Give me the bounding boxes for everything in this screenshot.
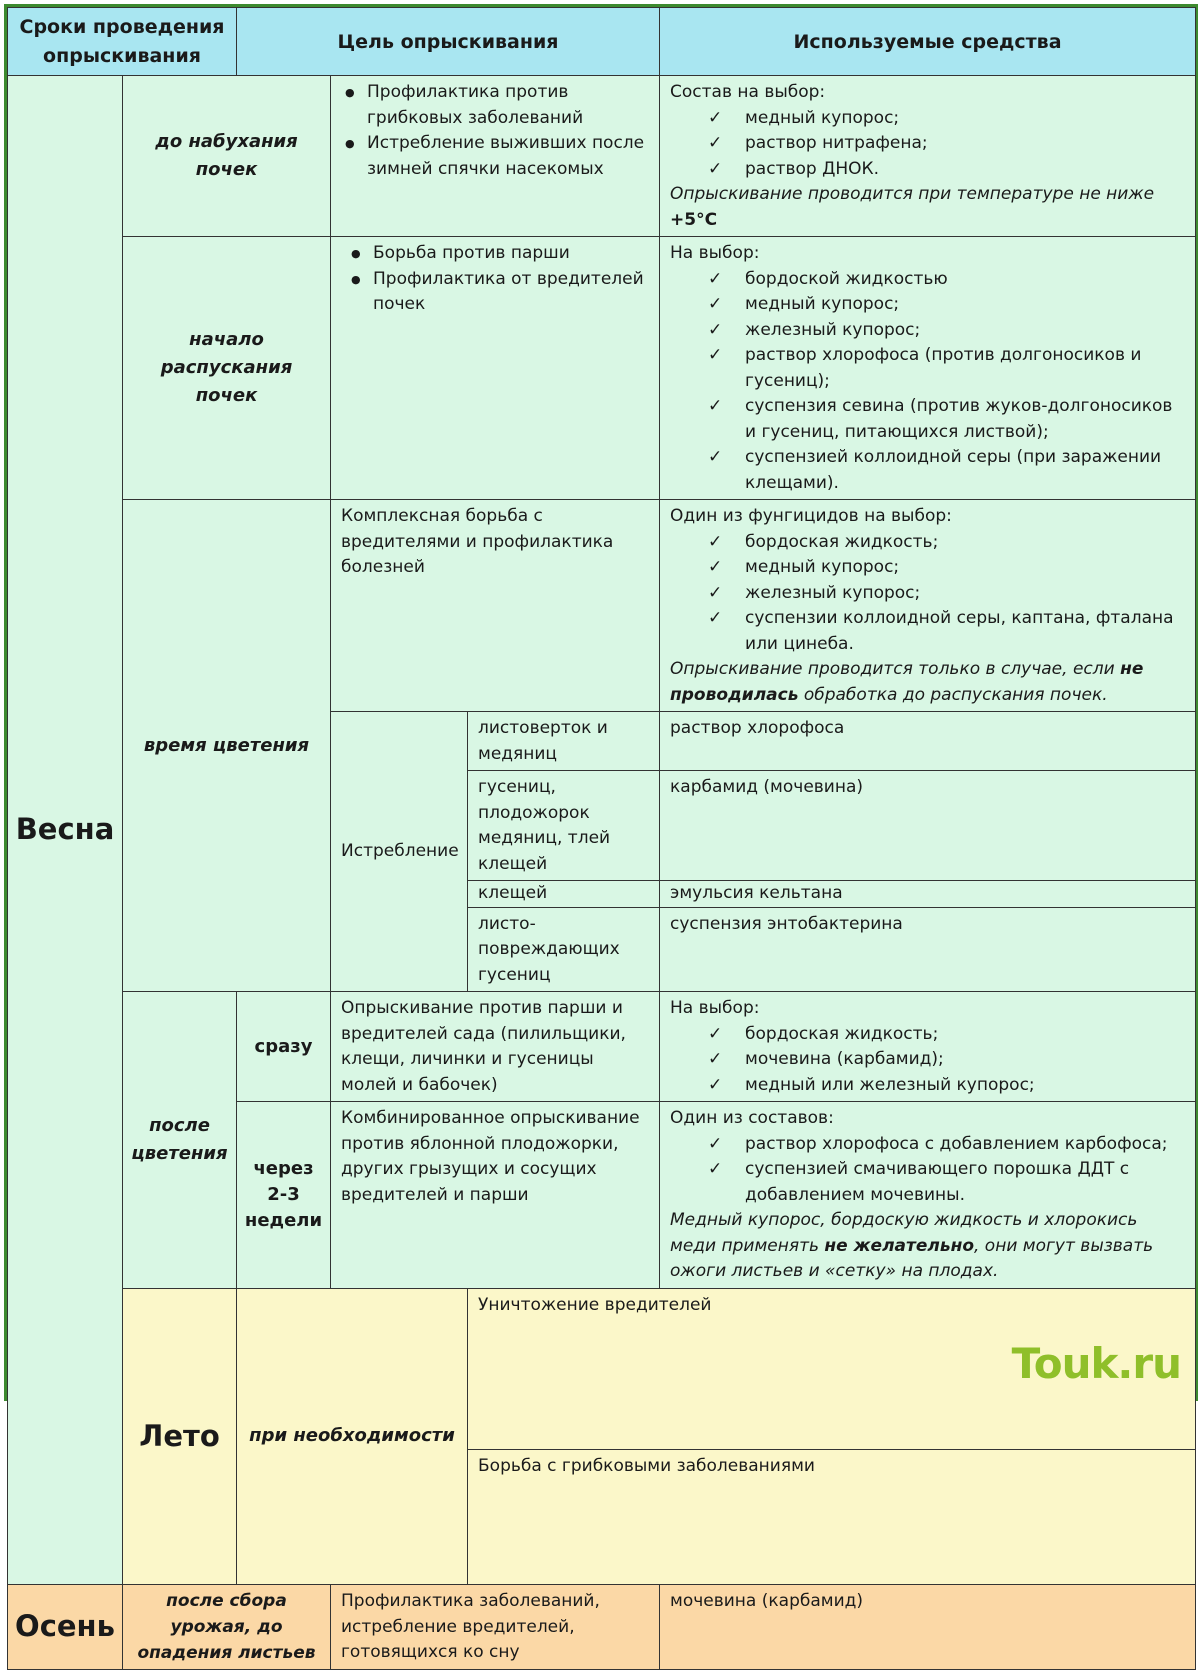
note-text: обработка до распускания почек. — [803, 684, 1108, 705]
list-item: ✓ раствор хлорофоса с добавлением карбофоса; — [745, 1132, 1185, 1158]
note-text: Медный купорос, бордоскую жидкость и хлорокись меди применять — [670, 1210, 1138, 1256]
period-as-needed: при необходимости — [237, 1288, 468, 1585]
period-after-harvest: после сбора урожая, до опадения листьев — [123, 1585, 331, 1670]
extermination-label: Истребление — [331, 712, 468, 992]
list-item: ✓ медный купорос; — [745, 555, 1185, 581]
means-intro: Один из фунгицидов на выбор: — [670, 506, 952, 526]
means-intro: Один из составов: — [670, 1108, 834, 1128]
goal-cell: Комплексная борьба с вредителями и профилактика болезней — [331, 500, 660, 712]
season-spring: Весна — [8, 76, 123, 1585]
note — [670, 1208, 1185, 1285]
means-cell — [660, 1102, 1196, 1289]
goal-cell: Комбинированное опрыскивание против яблонной плодожорки, других грызущих и сосущих вредителей и парши — [331, 1102, 660, 1289]
season-autumn: Осень — [8, 1585, 123, 1670]
means-cell: суспензия энтобактерина — [660, 907, 1196, 992]
note-text: , они могут вызвать ожоги листьев и «сетку» на плодах. — [670, 1235, 1154, 1281]
list-item: ✓ медный купорос; — [745, 292, 1185, 318]
header-timing: Сроки проведения опрыскивания — [8, 8, 237, 76]
list-item: ✓ медный или железный купорос; — [745, 1073, 1185, 1099]
means-cell: раствор хлорофоса — [660, 712, 1196, 771]
means-cell — [660, 500, 1196, 712]
table-row — [8, 76, 1196, 237]
list-item: ✓ бордоская жидкость; — [745, 1022, 1185, 1048]
sub-period-right-away: сразу — [237, 992, 331, 1102]
means-intro: Состав на выбор: — [670, 82, 826, 102]
goal-cell: Профилактика заболеваний, истребление вредителей, готовящихся ко сну — [331, 1585, 660, 1670]
means-cell: карбамид (мочевина) — [660, 771, 1196, 881]
header-goal: Цель опрыскивания — [237, 8, 660, 76]
table-row — [8, 500, 1196, 712]
list-item: ● Истребление выживших после зимней спячки насекомых — [367, 131, 649, 182]
list-item: ✓ железный купорос; — [745, 581, 1185, 607]
table-frame — [4, 4, 1198, 1663]
watermark-logo: Touk.ru — [1011, 1339, 1181, 1388]
note-temperature: +5°С — [670, 209, 718, 230]
means-intro: На выбор: — [670, 998, 760, 1018]
spraying-schedule-table — [7, 7, 1196, 1670]
list-item: ✓ бордоская жидкость; — [745, 530, 1185, 556]
target-cell: листо-повреждающих гусениц — [468, 907, 660, 992]
table-header-row — [8, 8, 1196, 76]
note — [670, 182, 1185, 233]
list-item: ✓ медный купорос; — [745, 106, 1185, 132]
note-emphasis: не желательно — [824, 1235, 974, 1256]
list-item: ✓ железный купорос; — [745, 318, 1185, 344]
means-cell — [660, 992, 1196, 1102]
means-cell: мочевина (карбамид) — [660, 1585, 1196, 1670]
means-cell: эмульсия кельтана — [660, 881, 1196, 908]
table-row — [8, 237, 1196, 500]
table-row — [8, 992, 1196, 1102]
goal-cell: Опрыскивание против парши и вредителей сада (пилильщики, клещи, личинки и гусеницы молей и бабочек) — [331, 992, 660, 1102]
list-item: ✓ раствор ДНОК. — [745, 157, 1185, 183]
target-cell: гусениц, плодожорок медяниц, тлей клещей — [468, 771, 660, 881]
list-item: ✓ бордоской жидкостью — [745, 267, 1185, 293]
period-bud-break: начало распускания почек — [123, 237, 331, 500]
list-item: ● Профилактика от вредителей почек — [373, 267, 649, 318]
header-means: Используемые средства — [660, 8, 1196, 76]
goal-cell — [331, 76, 660, 237]
sub-period-later: через 2-3 недели — [237, 1102, 331, 1289]
note-text: Опрыскивание проводится только в случае, если — [670, 659, 1115, 679]
table-row — [8, 1585, 1196, 1670]
means-cell — [660, 237, 1196, 500]
list-item: ✓ раствор нитрафена; — [745, 131, 1185, 157]
note — [670, 657, 1185, 708]
list-item: ✓ суспензией смачивающего порошка ДДТ с добавлением мочевины. — [745, 1157, 1185, 1208]
means-intro: На выбор: — [670, 243, 760, 263]
period-bud-swell: до набухания почек — [123, 76, 331, 237]
goal-cell: Борьба с грибковыми заболеваниями — [468, 1449, 1196, 1585]
list-item: ✓ мочевина (карбамид); — [745, 1047, 1185, 1073]
target-cell: листоверток и медяниц — [468, 712, 660, 771]
target-cell: клещей — [468, 881, 660, 908]
goal-cell: Уничтожение вредителей — [468, 1288, 1196, 1449]
list-item: ✓ суспензии коллоидной серы, каптана, фталана или цинеба. — [745, 606, 1185, 657]
season-summer: Лето — [123, 1288, 237, 1585]
means-cell — [660, 76, 1196, 237]
period-bloom: время цветения — [123, 500, 331, 992]
list-item: ✓ раствор хлорофоса (против долгоносиков и гусениц); — [745, 343, 1185, 394]
goal-cell — [331, 237, 660, 500]
list-item: ✓ суспензия севина (против жуков-долгоносиков и гусениц, питающихся листвой); — [745, 394, 1185, 445]
note-text: Опрыскивание проводится при температуре не ниже — [670, 184, 1155, 204]
list-item: ● Профилактика против грибковых заболеваний — [367, 80, 649, 131]
period-after-bloom: после цветения — [123, 992, 237, 1289]
note-emphasis: не проводилась — [670, 659, 1144, 705]
list-item: ✓ суспензией коллоидной серы (при заражении клещами). — [745, 445, 1185, 496]
list-item: ● Борьба против парши — [373, 241, 649, 267]
